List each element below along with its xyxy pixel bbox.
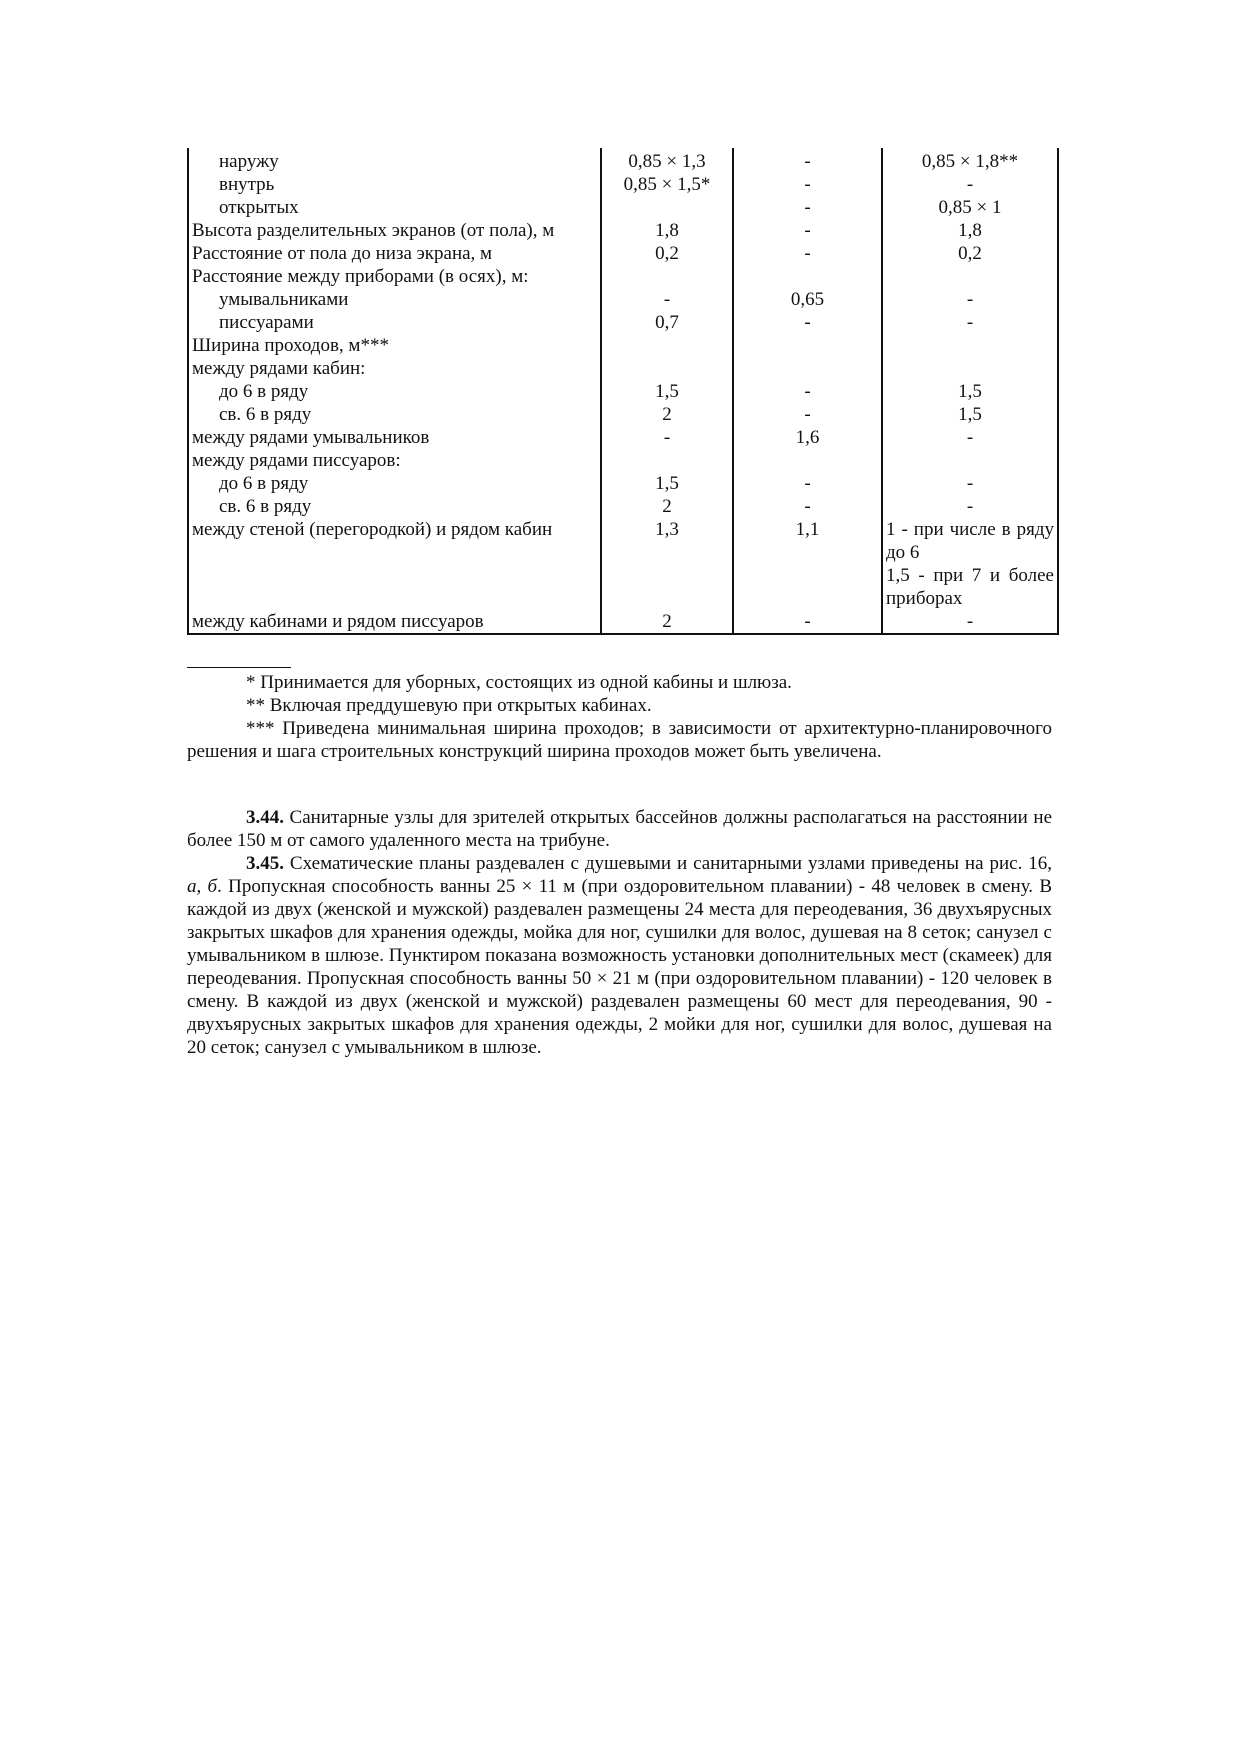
- cell-value: -: [882, 426, 1058, 449]
- cell-value: -: [601, 426, 733, 449]
- table-row: [188, 288, 1058, 311]
- cell-value: 1,8: [601, 219, 733, 242]
- footnotes: [187, 671, 1052, 763]
- cell-value: -: [733, 311, 882, 334]
- row-label: между стеной (перегородкой) и рядом кабин: [188, 518, 601, 610]
- table-row: [188, 311, 1058, 334]
- table-row: [188, 472, 1058, 495]
- paragraph-3-44: [187, 806, 1052, 852]
- table-row: [188, 449, 1058, 472]
- specification-table: [187, 148, 1059, 635]
- row-label: до 6 в ряду: [188, 380, 601, 403]
- cell-value: [882, 334, 1058, 357]
- cell-value: -: [882, 311, 1058, 334]
- cell-line: 1,5 - при 7 и более приборах: [886, 565, 1054, 609]
- row-label: св. 6 в ряду: [188, 403, 601, 426]
- table-row: [188, 518, 1058, 610]
- cell-value: -: [733, 196, 882, 219]
- cell-value: 0,85 × 1: [882, 196, 1058, 219]
- cell-value: -: [882, 288, 1058, 311]
- cell-value: 0,2: [601, 242, 733, 265]
- cell-value: -: [882, 495, 1058, 518]
- cell-value: [601, 449, 733, 472]
- cell-value: -: [601, 288, 733, 311]
- section-number: 3.45.: [246, 853, 284, 874]
- cell-value: -: [733, 610, 882, 634]
- cell-value: 1,5: [882, 380, 1058, 403]
- cell-value: [882, 357, 1058, 380]
- cell-value: 1,8: [882, 219, 1058, 242]
- cell-value: -: [882, 610, 1058, 634]
- cell-value: [733, 357, 882, 380]
- table-row: [188, 196, 1058, 219]
- row-label: между рядами писсуаров:: [188, 449, 601, 472]
- table-row: [188, 610, 1058, 634]
- table-row: [188, 173, 1058, 196]
- row-label: до 6 в ряду: [188, 472, 601, 495]
- figure-ref-b: б: [207, 876, 218, 897]
- table-row: [188, 242, 1058, 265]
- cell-value: [882, 265, 1058, 288]
- body-text: [187, 806, 1052, 1059]
- row-label: между рядами умывальников: [188, 426, 601, 449]
- table-row: [188, 219, 1058, 242]
- cell-value: -: [733, 148, 882, 173]
- paragraph-text: . Пропускная способность ванны 25 × 11 м (при оздоровительном плавании) - 48 человек в смену. В каждой из двух (женской и мужской) раздевален размещены 24 места для переодевания, 36 двухъярусных закрытых шкафов для хранения одежды, мойка для ног, сушилки для волос, душевая на 8 сеток; санузел с умывальником в шлюзе. Пунктиром показана возможность установки дополнительных мест (скамеек) для переодевания. Пропускная способность ванны 50 × 21 м (при оздоровительном плавании) - 120 человек в смену. В каждой из двух (женской и мужской) раздевален размещены 60 мест для переодевания, 90 - двухъярусных закрытых шкафов для хранения одежды, 2 мойки для ног, сушилки для волос, душевая на 20 сеток; санузел с умывальником в шлюзе.: [187, 876, 1052, 1058]
- row-label: наружу: [188, 148, 601, 173]
- row-label: внутрь: [188, 173, 601, 196]
- cell-value: -: [733, 219, 882, 242]
- cell-value: [601, 196, 733, 219]
- row-label: Ширина проходов, м***: [188, 334, 601, 357]
- table-row: [188, 495, 1058, 518]
- row-label: Расстояние между приборами (в осях), м:: [188, 265, 601, 288]
- paragraph-text: Схематические планы раздевален с душевыми и санитарными узлами приведены на рис. 16,: [284, 853, 1052, 874]
- cell-value: 1,5: [601, 380, 733, 403]
- cell-value: 0,7: [601, 311, 733, 334]
- cell-value: 1,1: [733, 518, 882, 610]
- cell-value: [601, 265, 733, 288]
- table-row: [188, 403, 1058, 426]
- paragraph-text: ,: [196, 876, 208, 897]
- cell-value-multiline: [882, 518, 1058, 610]
- cell-value: [733, 334, 882, 357]
- paragraph-3-45: [187, 852, 1052, 1059]
- cell-value: [733, 449, 882, 472]
- cell-value: 1,5: [882, 403, 1058, 426]
- footnote-3: *** Приведена минимальная ширина проходов; в зависимости от архитектурно-планировочного решения и шага строительных конструкций ширина проходов может быть увеличена.: [187, 718, 1052, 762]
- cell-value: -: [733, 242, 882, 265]
- cell-value: -: [733, 380, 882, 403]
- table-row: [188, 148, 1058, 173]
- cell-value: 2: [601, 403, 733, 426]
- cell-value: [882, 449, 1058, 472]
- footnote-1: * Принимается для уборных, состоящих из одной кабины и шлюза.: [246, 672, 792, 693]
- row-label: св. 6 в ряду: [188, 495, 601, 518]
- cell-value: 2: [601, 610, 733, 634]
- cell-value: [601, 357, 733, 380]
- table-row: [188, 357, 1058, 380]
- cell-value: 1,6: [733, 426, 882, 449]
- figure-ref-a: а: [187, 876, 197, 897]
- cell-line: 1 - при числе в ряду до 6: [886, 519, 1054, 563]
- cell-value: 0,85 × 1,8**: [882, 148, 1058, 173]
- cell-value: -: [882, 472, 1058, 495]
- cell-value: 0,85 × 1,3: [601, 148, 733, 173]
- section-number: 3.44.: [246, 807, 284, 828]
- table-row: [188, 426, 1058, 449]
- table-row: [188, 265, 1058, 288]
- footnote-2: ** Включая преддушевую при открытых кабинах.: [246, 695, 652, 716]
- row-label: Расстояние от пола до низа экрана, м: [188, 242, 601, 265]
- cell-value: [733, 265, 882, 288]
- cell-value: -: [882, 173, 1058, 196]
- table-row: [188, 380, 1058, 403]
- table-row: [188, 334, 1058, 357]
- cell-value: -: [733, 403, 882, 426]
- row-label: между кабинами и рядом писсуаров: [188, 610, 601, 634]
- row-label: открытых: [188, 196, 601, 219]
- row-label: Высота разделительных экранов (от пола), м: [188, 219, 601, 242]
- cell-value: -: [733, 173, 882, 196]
- cell-value: -: [733, 495, 882, 518]
- footnote-divider: [187, 667, 291, 668]
- cell-value: 1,5: [601, 472, 733, 495]
- cell-value: 0,2: [882, 242, 1058, 265]
- cell-value: 0,65: [733, 288, 882, 311]
- cell-value: 2: [601, 495, 733, 518]
- cell-value: 0,85 × 1,5*: [601, 173, 733, 196]
- cell-value: [601, 334, 733, 357]
- row-label: между рядами кабин:: [188, 357, 601, 380]
- cell-value: -: [733, 472, 882, 495]
- row-label: писсуарами: [188, 311, 601, 334]
- cell-value: 1,3: [601, 518, 733, 610]
- paragraph-text: Санитарные узлы для зрителей открытых бассейнов должны располагаться на расстоянии не более 150 м от самого удаленного места на трибуне.: [187, 807, 1052, 851]
- row-label: умывальниками: [188, 288, 601, 311]
